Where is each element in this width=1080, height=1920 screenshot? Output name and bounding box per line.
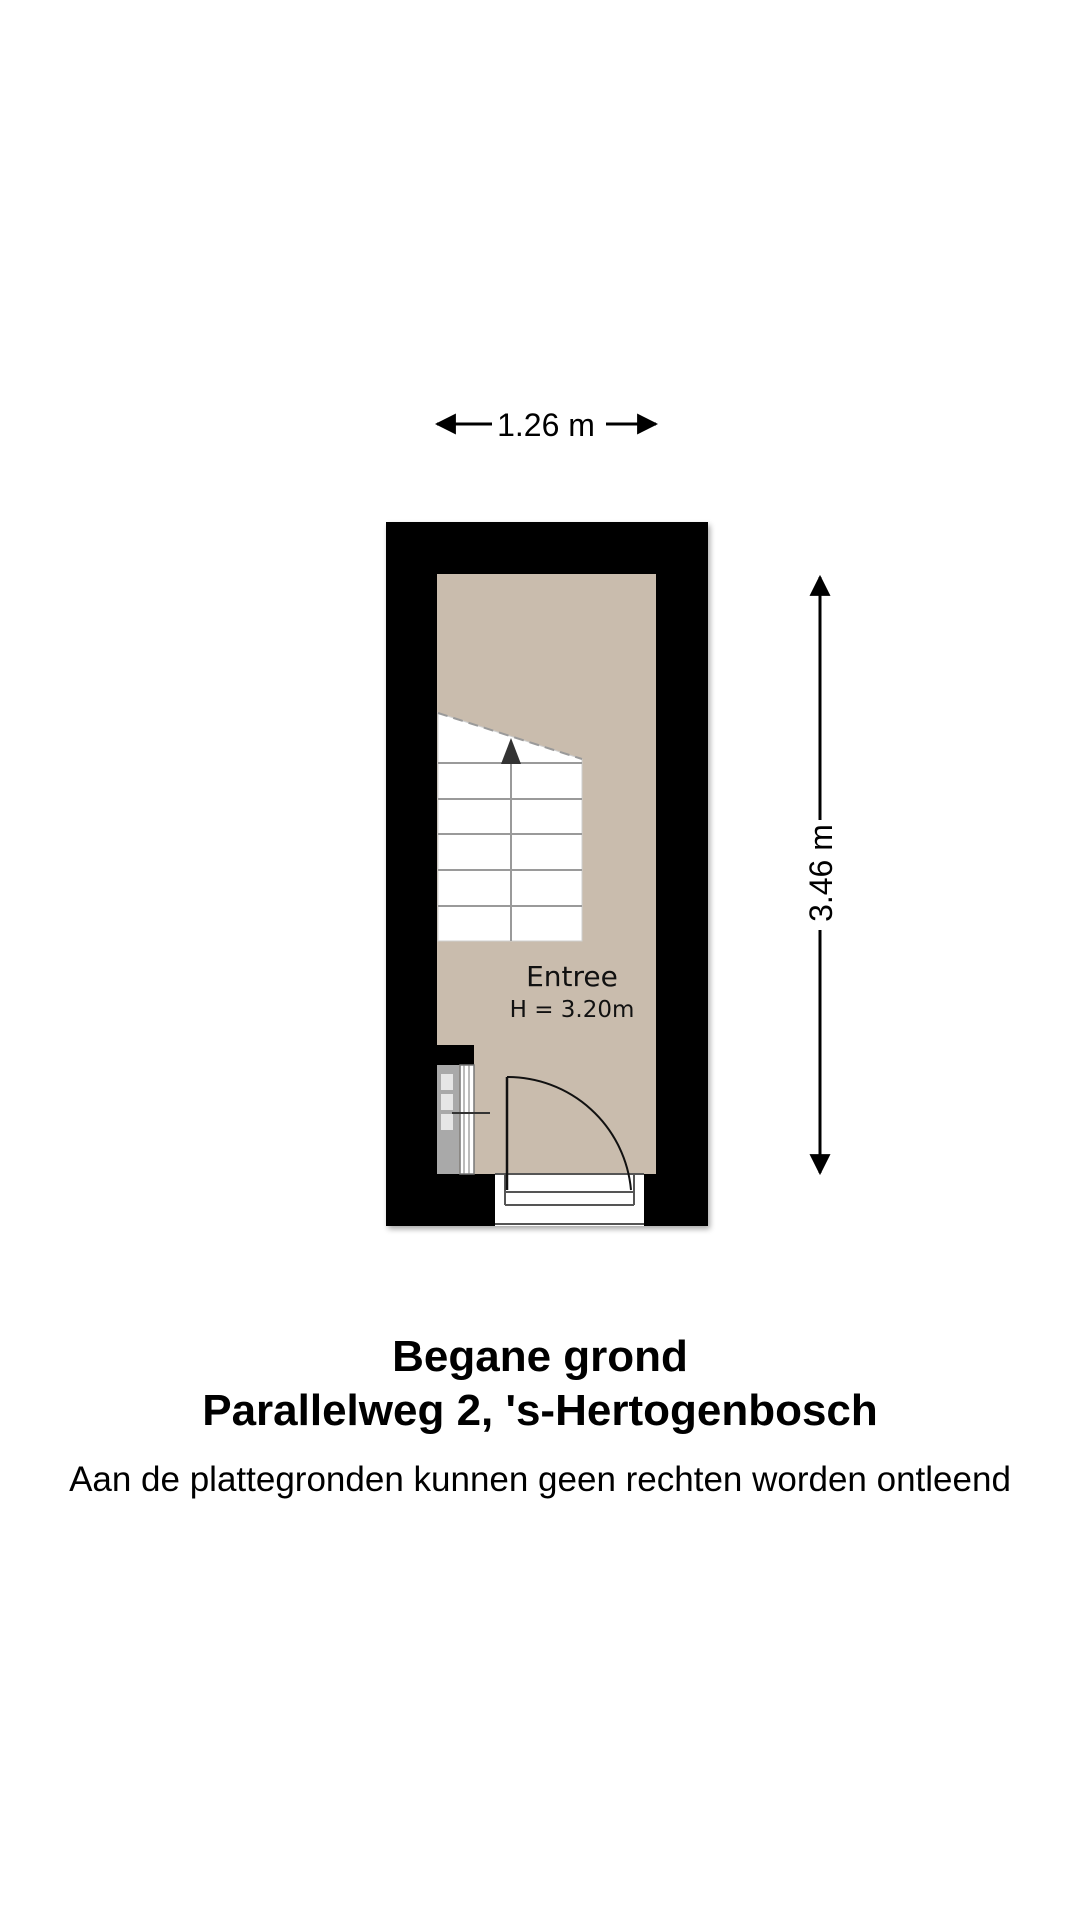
length-label: 3.46 m [803, 824, 839, 922]
length-dimension [803, 577, 839, 1173]
room-name: Entree [526, 960, 618, 993]
door-opening [495, 1174, 644, 1226]
cupboard-wall [437, 1045, 474, 1065]
address-title: Parallelweg 2, 's-Hertogenbosch [202, 1386, 878, 1435]
disclaimer-text: Aan de plattegronden kunnen geen rechten worden ontleend [69, 1460, 1011, 1499]
width-label: 1.26 m [497, 407, 595, 443]
room-height: H = 3.20m [509, 997, 635, 1023]
cupboard-shelf [441, 1074, 453, 1090]
plan-caption [0, 1330, 1080, 1502]
width-dimension [437, 407, 656, 443]
cupboard-shelf [441, 1114, 453, 1130]
floor-title: Begane grond [392, 1332, 688, 1381]
cupboard-door [460, 1065, 474, 1174]
cupboard-shelf [441, 1094, 453, 1110]
